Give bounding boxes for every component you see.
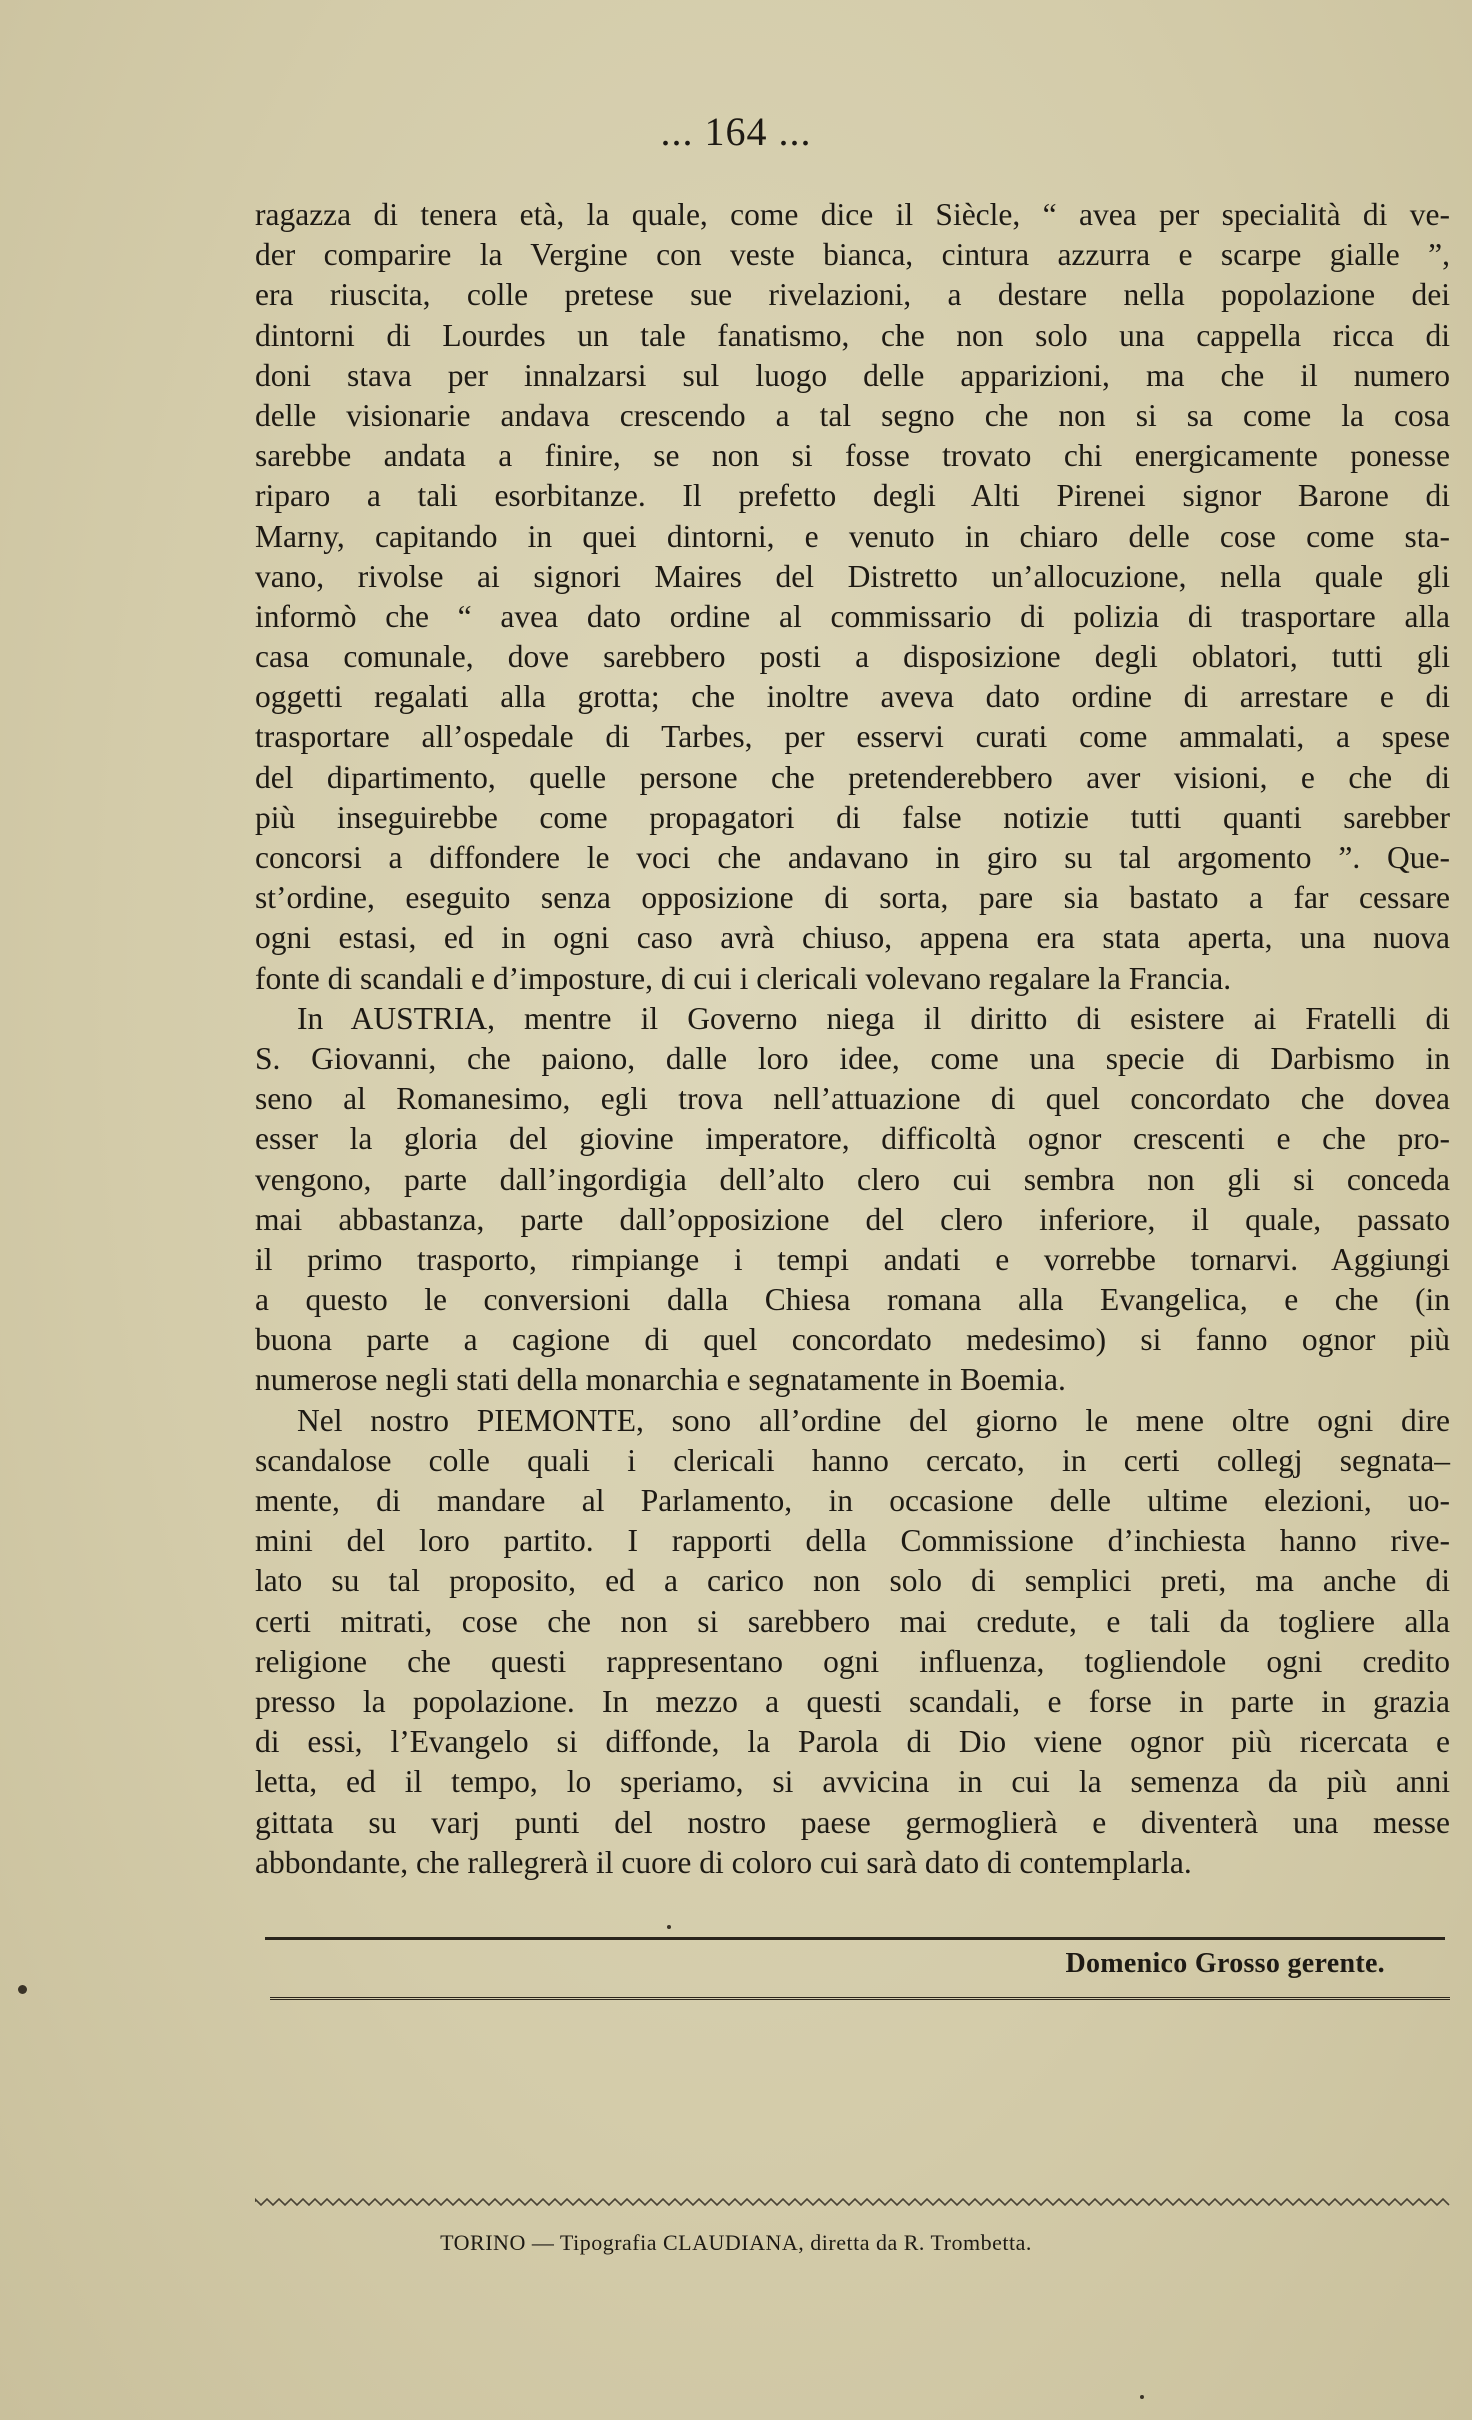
text-line: vengono, parte dall’ingordigia dell’alto clero cui sembra non gli si conceda <box>255 1161 1450 1197</box>
text-line: seno al Romanesimo, egli trova nell’attuazione di quel concordato che dovea <box>255 1081 1450 1117</box>
text-line: informò che “ avea dato ordine al commissario di polizia di trasportare alla <box>255 598 1450 634</box>
text-line: sarebbe andata a finire, se non si fosse trovato chi energicamente ponesse <box>255 438 1450 474</box>
text-line: presso la popolazione. In mezzo a questi scandali, e forse in parte in grazia <box>255 1683 1450 1719</box>
text-line: mente, di mandare al Parlamento, in occasione delle ultime elezioni, uo- <box>255 1483 1450 1518</box>
double-rule <box>270 1997 1450 2000</box>
text-line: vano, rivolse ai signori Maires del Distretto un’allocuzione, nella quale gli <box>255 558 1450 594</box>
text-line: più inseguirebbe come propagatori di false notizie tutti quanti sarebber <box>255 799 1450 835</box>
text-line: abbondante, che rallegrerà il cuore di coloro cui sarà dato di contemplarla. <box>255 1844 1192 1880</box>
ornament-rule <box>255 2197 1450 2207</box>
text-line: der comparire la Vergine con veste bianca, cintura azzurra e scarpe gialle ”, <box>255 237 1450 273</box>
separator-rule <box>265 1937 1445 1940</box>
text-line: buona parte a cagione di quel concordato medesimo) si fanno ognor più <box>255 1322 1450 1358</box>
text-line: gittata su varj punti del nostro paese germoglierà e diventerà una messe <box>255 1804 1450 1840</box>
signature: Domenico Grosso gerente. <box>1065 1948 1385 1979</box>
text-line: S. Giovanni, che paiono, dalle loro idee, come una specie di Darbismo in <box>255 1040 1450 1076</box>
text-line: st’ordine, eseguito senza opposizione di sorta, pare sia bastato a far cessare <box>255 880 1450 916</box>
text-line: doni stava per innalzarsi sul luogo delle apparizioni, ma che il numero <box>255 357 1450 393</box>
text-line: mai abbastanza, parte dall’opposizione del clero inferiore, il quale, passato <box>255 1201 1450 1237</box>
text-line: religione che questi rappresentano ogni influenza, togliendole ogni credito <box>255 1643 1450 1679</box>
text-line: dintorni di Lourdes un tale fanatismo, che non solo una cappella ricca di <box>255 317 1450 353</box>
ink-speck <box>18 1985 27 1994</box>
text-line: numerose negli stati della monarchia e segnatamente in Boemia. <box>255 1362 1066 1398</box>
page-number: ... 164 ... <box>660 109 812 154</box>
text-line: di essi, l’Evangelo si diffonde, la Parola di Dio viene ognor più ricercata e <box>255 1724 1450 1760</box>
text-line: concorsi a diffondere le voci che andavano in giro su tal argomento ”. Que- <box>255 840 1450 875</box>
text-line: a questo le conversioni dalla Chiesa romana alla Evangelica, e che (in <box>255 1282 1450 1318</box>
text-line: era riuscita, colle pretese sue rivelazioni, a destare nella popolazione dei <box>255 277 1450 313</box>
text-line: ogni estasi, ed in ogni caso avrà chiuso, appena era stata aperta, una nuova <box>255 920 1450 956</box>
text-line: letta, ed il tempo, lo speriamo, si avvicina in cui la semenza da più anni <box>255 1764 1450 1800</box>
text-line: il primo trasporto, rimpiange i tempi andati e vorrebbe tornarvi. Aggiungi <box>255 1241 1450 1277</box>
text-line: riparo a tali esorbitanze. Il prefetto degli Alti Pirenei signor Barone di <box>255 478 1450 514</box>
text-line: mini del loro partito. I rapporti della Commissione d’inchiesta hanno rive- <box>255 1523 1450 1559</box>
text-line: esser la gloria del giovine imperatore, difficoltà ognor crescenti e che pro- <box>255 1121 1450 1157</box>
body-text <box>255 195 1450 1883</box>
text-line: oggetti regalati alla grotta; che inoltre aveva dato ordine di arrestare e di <box>255 679 1450 715</box>
text-line: Nel nostro PIEMONTE, sono all’ordine del giorno le mene oltre ogni dire <box>297 1402 1450 1438</box>
text-line: scandalose colle quali i clericali hanno cercato, in certi collegj segnata– <box>255 1442 1450 1478</box>
ink-speck <box>667 1925 671 1929</box>
text-line: casa comunale, dove sarebbero posti a disposizione degli oblatori, tutti gli <box>255 639 1450 675</box>
imprint: TORINO — Tipografia CLAUDIANA, diretta da R. Trombetta. <box>440 2230 1032 2255</box>
text-line: Marny, capitando in quei dintorni, e venuto in chiaro delle cose come sta- <box>255 518 1450 554</box>
ink-speck <box>1140 2395 1144 2399</box>
text-line: fonte di scandali e d’imposture, di cui i clericali volevano regalare la Francia. <box>255 960 1232 996</box>
text-line: In AUSTRIA, mentre il Governo niega il diritto di esistere ai Fratelli di <box>297 1000 1450 1036</box>
text-line: certi mitrati, cose che non si sarebbero mai credute, e tali da togliere alla <box>255 1603 1450 1639</box>
text-line: lato su tal proposito, ed a carico non solo di semplici preti, ma anche di <box>255 1563 1450 1599</box>
text-line: del dipartimento, quelle persone che pretenderebbero aver visioni, e che di <box>255 759 1450 795</box>
text-line: delle visionarie andava crescendo a tal segno che non si sa come la cosa <box>255 397 1450 433</box>
text-line: ragazza di tenera età, la quale, come dice il Siècle, “ avea per specialità di ve- <box>255 197 1450 232</box>
text-line: trasportare all’ospedale di Tarbes, per esservi curati come ammalati, a spese <box>255 719 1450 755</box>
